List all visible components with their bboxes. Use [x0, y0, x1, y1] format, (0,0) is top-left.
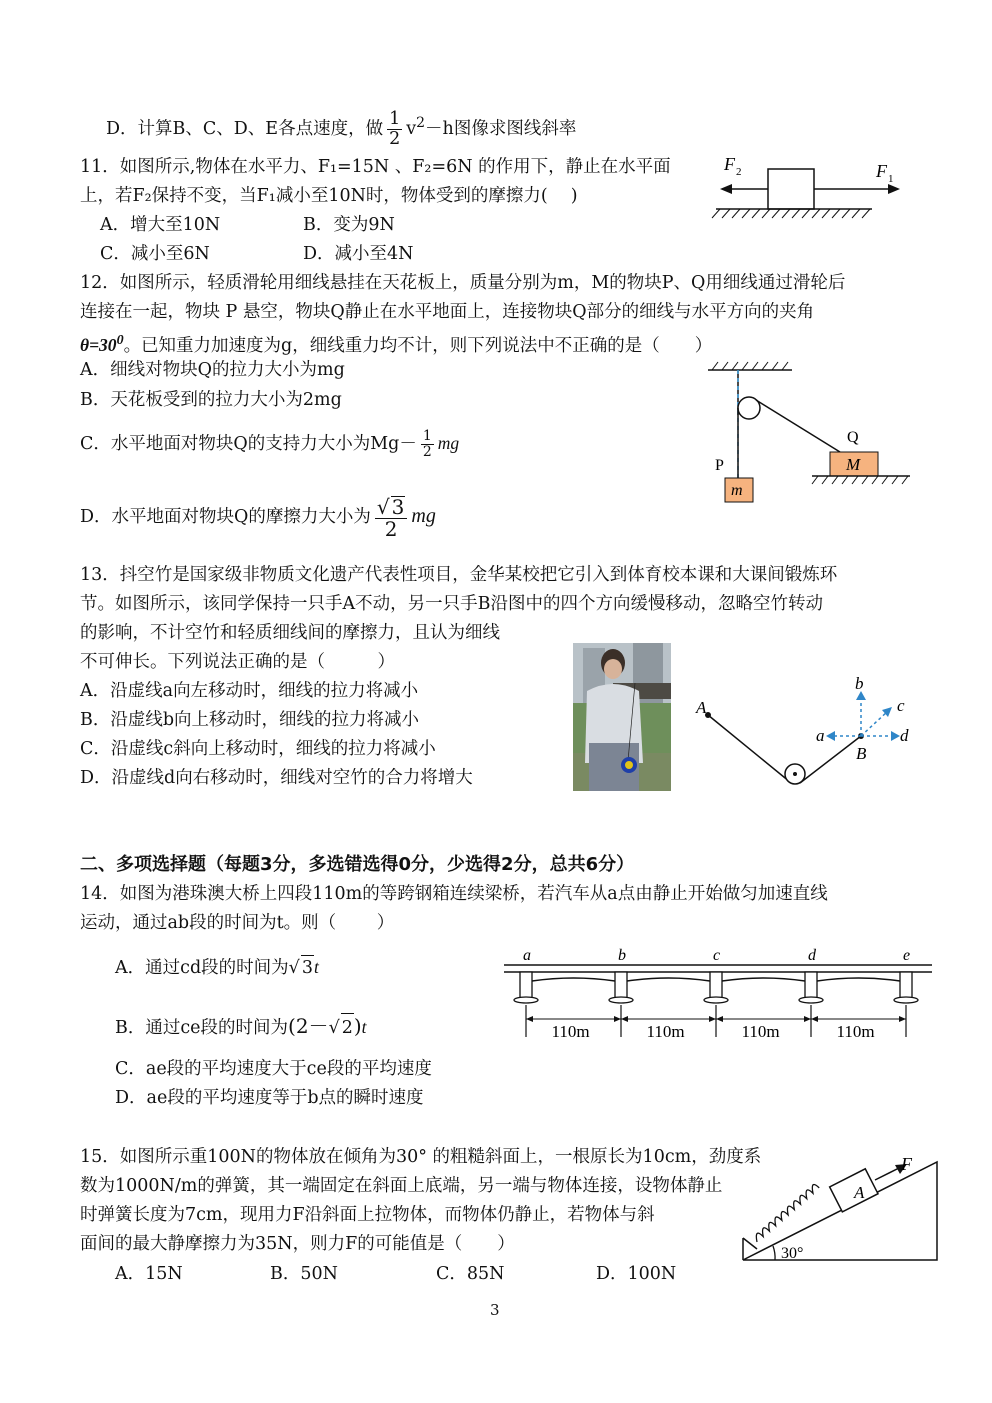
dir-c-label: c — [897, 696, 905, 715]
q10d-suffix: －h图像求图线斜率 — [425, 118, 577, 139]
bridge-arch — [532, 978, 615, 981]
q15-stem-line4: 面间的最大静摩擦力为35N，则力F的可能值是（ ） — [80, 1234, 515, 1254]
dir-d-label: d — [900, 726, 909, 745]
bridge-point-b: b — [618, 947, 626, 964]
span-length-label: 110m — [741, 1022, 780, 1041]
force-f-label: F — [901, 1154, 912, 1174]
q12-stem-line2: 连接在一起，物块 P 悬空，物块Q静止在水平地面上，连接物块Q部分的细线与水平方向的夹角 — [80, 302, 815, 322]
q15-option-d: D．100N — [596, 1264, 677, 1284]
q10d-prefix: D．计算B、C、D、E各点速度，做 — [106, 118, 384, 139]
q13-stem-line3: 的影响，不计空竹和轻质细线间的摩擦力，且认为细线 — [80, 623, 500, 643]
angle-label: 30° — [781, 1245, 804, 1262]
q14-stem-line1: 14．如图为港珠澳大桥上四段110m的等跨钢箱连续梁桥，若汽车从a点由静止开始做匀加速直线 — [80, 884, 828, 904]
q15-option-a: A．15N — [115, 1264, 183, 1284]
q12d-fraction: $\frac{√ 3}{2}$ — [375, 496, 407, 540]
q15-stem-line3: 时弹簧长度为7cm，现用力F沿斜面上拉物体，而物体仍静止，若物体与斜 — [80, 1205, 655, 1225]
q11-option-c: C．减小至6N — [100, 244, 210, 264]
section2-title: 二、多项选择题（每题3分，多选错选得0分，少选得2分，总共6分） — [80, 854, 635, 875]
bridge-pier — [520, 972, 532, 1000]
dir-b-label: b — [855, 674, 864, 693]
q13-string-diagram — [690, 675, 920, 795]
q15-incline-diagram — [735, 1150, 945, 1265]
q13-stem-line1: 13．抖空竹是国家级非物质文化遗产代表性项目，金华某校把它引入到体育校本课和大课间锻炼环 — [80, 565, 838, 585]
q11-option-b: B．变为9N — [303, 215, 395, 235]
bridge-pier — [900, 972, 912, 1000]
page-number: 3 — [490, 1301, 500, 1319]
block-m-label: m — [731, 482, 743, 499]
q11-option-a: A．增大至10N — [100, 215, 221, 235]
dimension-arrow — [811, 1016, 818, 1022]
q12-pulley-diagram — [700, 360, 915, 510]
q12-option-b: B．天花板受到的拉力大小为2mg — [80, 390, 342, 410]
bridge-arch — [722, 978, 805, 981]
bridge-pier-base — [894, 997, 918, 1003]
q12-stem-line3: $\theta=30^0$。已知重力加速度为g，细线重力均不计，则下列说法中不正确的是（ ） — [80, 333, 713, 356]
dimension-arrow — [614, 1016, 621, 1022]
dimension-arrow — [716, 1016, 723, 1022]
bridge-pier — [805, 972, 817, 1000]
q12c-fraction: $\frac{1}{2}$ — [422, 428, 432, 460]
q14-stem-line2: 运动，通过ab段的时间为t。则（ ） — [80, 913, 395, 933]
span-length-label: 110m — [836, 1022, 875, 1041]
bridge-arch — [817, 978, 900, 981]
bridge-pier-base — [704, 997, 728, 1003]
label-q: Q — [847, 429, 859, 446]
q15-option-c: C．85N — [436, 1264, 505, 1284]
svg-text:2: 2 — [736, 166, 742, 178]
q13-option-a: A．沿虚线a向左移动时，细线的拉力将减小 — [80, 681, 419, 701]
q12-option-a: A．细线对物块Q的拉力大小为mg — [80, 360, 345, 380]
q11-stem-line2: 上，若F₂保持不变，当F₁减小至10N时，物体受到的摩擦力( ) — [80, 186, 578, 206]
bridge-span-dimensions — [526, 1005, 906, 1041]
block-a-label: A — [854, 1183, 865, 1202]
q12-option-c: C．水平地面对物块Q的支持力大小为Mg－ $\frac{1}{2}$ mg — [80, 428, 460, 460]
q11-option-d: D．减小至4N — [303, 244, 414, 264]
q15-stem-line2: 数为1000N/m的弹簧，其一端固定在斜面上底端，另一端与物体连接，设物体静止 — [80, 1176, 723, 1196]
q11-stem-line1: 11．如图所示,物体在水平力、F₁=15N 、F₂=6N 的作用下，静止在水平面 — [80, 157, 671, 177]
bridge-pier-base — [609, 997, 633, 1003]
bridge-pier-base — [514, 997, 538, 1003]
q12-theta: θ=30 — [80, 334, 117, 355]
q13-option-b: B．沿虚线b向上移动时，细线的拉力将减小 — [80, 710, 420, 730]
dimension-arrow — [899, 1016, 906, 1022]
hand-a-label: A — [696, 698, 707, 717]
dimension-arrow — [621, 1016, 628, 1022]
svg-text:1: 1 — [888, 173, 894, 185]
dir-a-label: a — [816, 726, 825, 745]
q15-stem-line1: 15．如图所示重100N的物体放在倾角为30° 的粗糙斜面上，一根原长为10cm，劲度系 — [80, 1147, 762, 1167]
q15-option-b: B．50N — [270, 1264, 338, 1284]
dimension-arrow — [709, 1016, 716, 1022]
q10d-v: v — [406, 118, 417, 139]
span-length-label: 110m — [646, 1022, 685, 1041]
bridge-pier-base — [799, 997, 823, 1003]
dimension-arrow — [526, 1016, 533, 1022]
block-M-label: M — [846, 455, 861, 474]
label-f1: F — [876, 161, 887, 181]
q13-option-c: C．沿虚线c斜向上移动时，细线的拉力将减小 — [80, 739, 436, 759]
bridge-arch — [627, 978, 710, 981]
q12-stem-line1: 12．如图所示，轻质滑轮用细线悬挂在天花板上，质量分别为m，M的物块P、Q用细线通过滑轮后 — [80, 273, 846, 293]
bridge-piers — [514, 972, 918, 1003]
q14-option-a: A．通过cd段的时间为√ 3t — [115, 957, 319, 978]
q13-stem-line4: 不可伸长。下列说法正确的是（ ） — [80, 652, 395, 672]
bridge-point-d: d — [808, 947, 816, 964]
bridge-point-a: a — [523, 947, 531, 964]
bridge-pier — [710, 972, 722, 1000]
q12-option-d: D．水平地面对物块Q的摩擦力大小为 $\frac{√ 3}{2}$ mg — [80, 494, 436, 541]
bridge-point-e: e — [903, 947, 911, 964]
q14-option-c: C．ae段的平均速度大于ce段的平均速度 — [115, 1059, 432, 1079]
span-length-label: 110m — [551, 1022, 590, 1041]
dimension-arrow — [804, 1016, 811, 1022]
bridge-pier — [615, 972, 627, 1000]
q10d-fraction: $\frac{1}{2}$ — [389, 109, 401, 149]
bridge-point-c: c — [713, 947, 721, 964]
q14-option-d: D．ae段的平均速度等于b点的瞬时速度 — [115, 1088, 424, 1108]
diabolo-student-photo — [573, 643, 671, 791]
label-f2: F — [724, 154, 735, 174]
q11-force-diagram — [712, 150, 902, 230]
q14-bridge-diagram — [500, 945, 936, 1045]
q13-stem-line2: 节。如图所示，该同学保持一只手A不动，另一只手B沿图中的四个方向缓慢移动，忽略空竹转动 — [80, 594, 823, 614]
q14-option-b: B．通过ce段的时间为(2－√ 2)t — [115, 1012, 367, 1042]
q10-option-d: D．计算B、C、D、E各点速度，做 $\frac{1}{2}$ $v^2-h$图像求图线斜率 — [106, 109, 577, 149]
hand-b-label: B — [856, 744, 867, 763]
label-p: P — [715, 457, 724, 474]
bridge-point-labels — [523, 947, 910, 964]
q13-option-d: D．沿虚线d向右移动时，细线对空竹的合力将增大 — [80, 768, 473, 788]
